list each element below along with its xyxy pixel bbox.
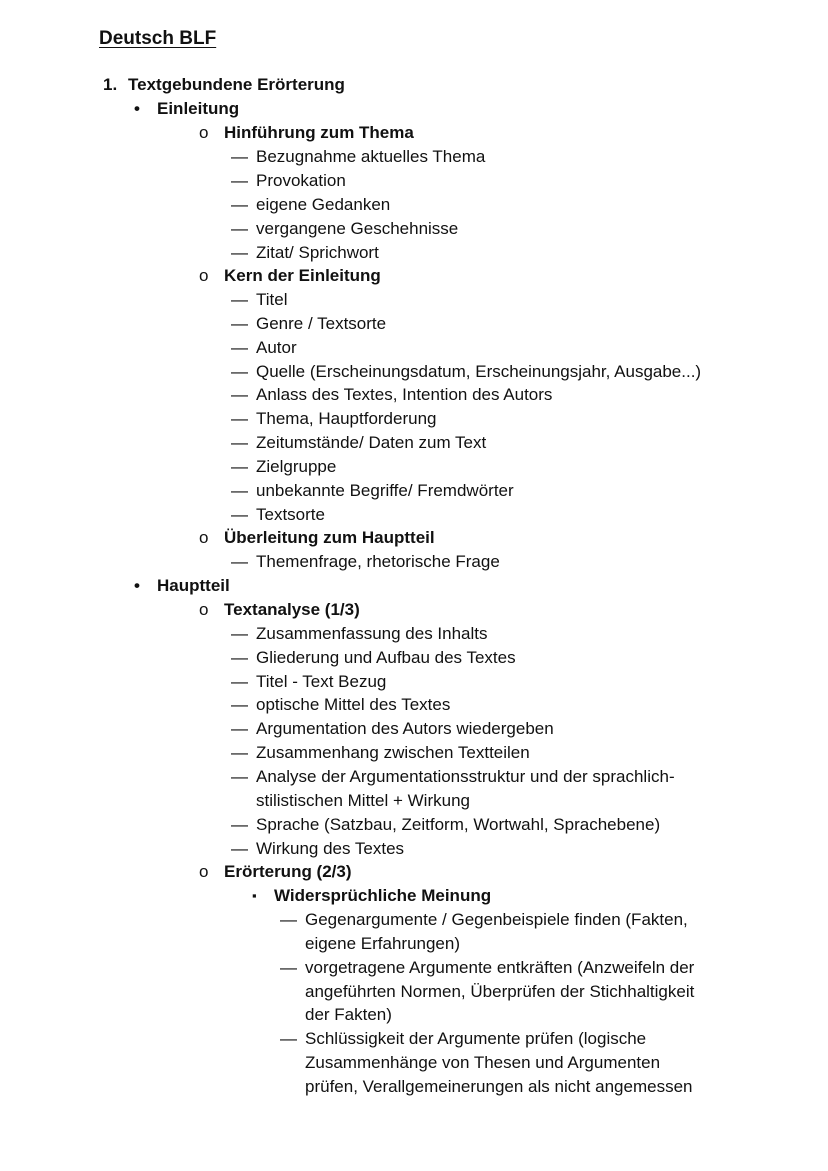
- list-item: [231, 313, 387, 335]
- circle-marker: o: [199, 123, 209, 142]
- dash-marker: —: [231, 290, 248, 309]
- list-item-text: Genre / Textsorte: [256, 314, 387, 333]
- list-item-continuation: der Fakten): [305, 1005, 392, 1024]
- list-item-text: Thema, Hauptforderung: [256, 409, 437, 428]
- list-item: [280, 909, 688, 931]
- list-item: [231, 742, 530, 764]
- dash-marker: —: [280, 910, 297, 929]
- dash-marker: —: [231, 314, 248, 333]
- dash-marker: —: [231, 195, 248, 214]
- list-item: [231, 814, 661, 836]
- dash-marker: —: [280, 958, 297, 977]
- list-item-text: Zusammenfassung des Inhalts: [256, 624, 488, 643]
- dash-marker: —: [231, 385, 248, 404]
- list-item-text: unbekannte Begriffe/ Fremdwörter: [256, 481, 514, 500]
- dash-marker: —: [231, 481, 248, 500]
- list-item-text: Provokation: [256, 171, 346, 190]
- list-item-text: Analyse der Argumentationsstruktur und der sprachlich-: [256, 767, 675, 786]
- dash-marker: —: [231, 552, 248, 571]
- dash-marker: —: [231, 839, 248, 858]
- list-item: [231, 456, 337, 478]
- list-item: [231, 718, 554, 740]
- list-item-text: Titel - Text Bezug: [256, 672, 387, 691]
- list-item-text: Quelle (Erscheinungsdatum, Erscheinungsjahr, Ausgabe...): [256, 362, 702, 381]
- dash-marker: —: [231, 719, 248, 738]
- list-item-text: vorgetragene Argumente entkräften (Anzweifeln der: [305, 958, 695, 977]
- list-item: [231, 170, 346, 192]
- list-item-continuation: prüfen, Verallgemeinerungen als nicht angemessen: [305, 1077, 693, 1096]
- list-item-text: optische Mittel des Textes: [256, 695, 451, 714]
- list-item-text: eigene Gedanken: [256, 195, 391, 214]
- list-item-continuation: Zusammenhänge von Thesen und Argumenten: [305, 1053, 661, 1072]
- dash-marker: —: [231, 457, 248, 476]
- list-item: [231, 384, 553, 406]
- list-item-text: Gliederung und Aufbau des Textes: [256, 648, 516, 667]
- ueberleitung-label: Überleitung zum Hauptteil: [224, 528, 435, 547]
- dash-marker: —: [231, 171, 248, 190]
- list-item: [231, 623, 488, 645]
- list-item: [280, 957, 695, 979]
- hinfuehrung-label: Hinführung zum Thema: [224, 123, 414, 142]
- list-item-text: Anlass des Textes, Intention des Autors: [256, 385, 553, 404]
- list-item-text: Titel: [256, 290, 288, 309]
- dash-marker: —: [231, 243, 248, 262]
- list-item: [231, 408, 437, 430]
- list-item: [231, 766, 675, 788]
- list-item: [231, 432, 487, 454]
- dash-marker: —: [231, 505, 248, 524]
- list-item-text: vergangene Geschehnisse: [256, 219, 459, 238]
- eroerterung-label: Erörterung (2/3): [224, 862, 352, 881]
- list-item: [231, 647, 516, 669]
- circle-marker: o: [199, 528, 209, 547]
- section-number: 1.: [103, 75, 118, 94]
- list-item: [231, 694, 451, 716]
- dash-marker: —: [231, 815, 248, 834]
- list-item: [231, 480, 514, 502]
- list-item-text: Zeitumstände/ Daten zum Text: [256, 433, 487, 452]
- list-item: [231, 146, 486, 168]
- dash-marker: —: [231, 672, 248, 691]
- list-item: [280, 1028, 647, 1050]
- list-item-text: Wirkung des Textes: [256, 839, 405, 858]
- textanalyse-label: Textanalyse (1/3): [224, 600, 360, 619]
- list-item: [231, 504, 325, 526]
- hauptteil-label: Hauptteil: [157, 576, 230, 595]
- list-item-continuation: stilistischen Mittel + Wirkung: [256, 791, 470, 810]
- dash-marker: —: [231, 695, 248, 714]
- dash-marker: —: [231, 409, 248, 428]
- list-item-text: Textsorte: [256, 505, 325, 524]
- list-item-continuation: eigene Erfahrungen): [305, 934, 461, 953]
- dash-marker: —: [231, 743, 248, 762]
- dash-marker: —: [231, 338, 248, 357]
- list-item: [231, 218, 459, 240]
- section-label: Textgebundene Erörterung: [128, 75, 345, 94]
- dash-marker: —: [280, 1029, 297, 1048]
- list-item-text: Schlüssigkeit der Argumente prüfen (logische: [305, 1029, 647, 1048]
- dash-marker: —: [231, 219, 248, 238]
- circle-marker: o: [199, 266, 209, 285]
- bullet-marker: •: [134, 576, 140, 595]
- circle-marker: o: [199, 600, 209, 619]
- circle-marker: o: [199, 862, 209, 881]
- dash-marker: —: [231, 362, 248, 381]
- list-item-text: Argumentation des Autors wiedergeben: [256, 719, 554, 738]
- list-item-continuation: angeführten Normen, Überprüfen der Stichhaltigkeit: [305, 982, 695, 1001]
- list-item-text: Zielgruppe: [256, 457, 337, 476]
- list-item-text: Gegenargumente / Gegenbeispiele finden (Fakten,: [305, 910, 688, 929]
- square-marker: ▪: [252, 888, 257, 903]
- list-item: [231, 337, 297, 359]
- list-item-text: Themenfrage, rhetorische Frage: [256, 552, 500, 571]
- list-item-text: Zitat/ Sprichwort: [256, 243, 379, 262]
- dash-marker: —: [231, 767, 248, 786]
- list-item: [231, 361, 702, 383]
- bullet-marker: •: [134, 99, 140, 118]
- dash-marker: —: [231, 147, 248, 166]
- list-item-text: Bezugnahme aktuelles Thema: [256, 147, 486, 166]
- list-item: [231, 671, 387, 693]
- widerspruch-label: Widersprüchliche Meinung: [274, 886, 492, 905]
- dash-marker: —: [231, 433, 248, 452]
- list-item-text: Zusammenhang zwischen Textteilen: [256, 743, 530, 762]
- list-item: [231, 289, 288, 311]
- list-item-text: Autor: [256, 338, 297, 357]
- list-item: [231, 551, 500, 573]
- list-item-text: Sprache (Satzbau, Zeitform, Wortwahl, Sprachebene): [256, 815, 661, 834]
- dash-marker: —: [231, 624, 248, 643]
- list-item: [231, 838, 405, 860]
- kern-label: Kern der Einleitung: [224, 266, 381, 285]
- dash-marker: —: [231, 648, 248, 667]
- document-title: Deutsch BLF: [99, 28, 217, 49]
- einleitung-label: Einleitung: [157, 99, 240, 118]
- list-item: [231, 242, 379, 264]
- list-item: [231, 194, 391, 216]
- section-heading: [103, 74, 345, 96]
